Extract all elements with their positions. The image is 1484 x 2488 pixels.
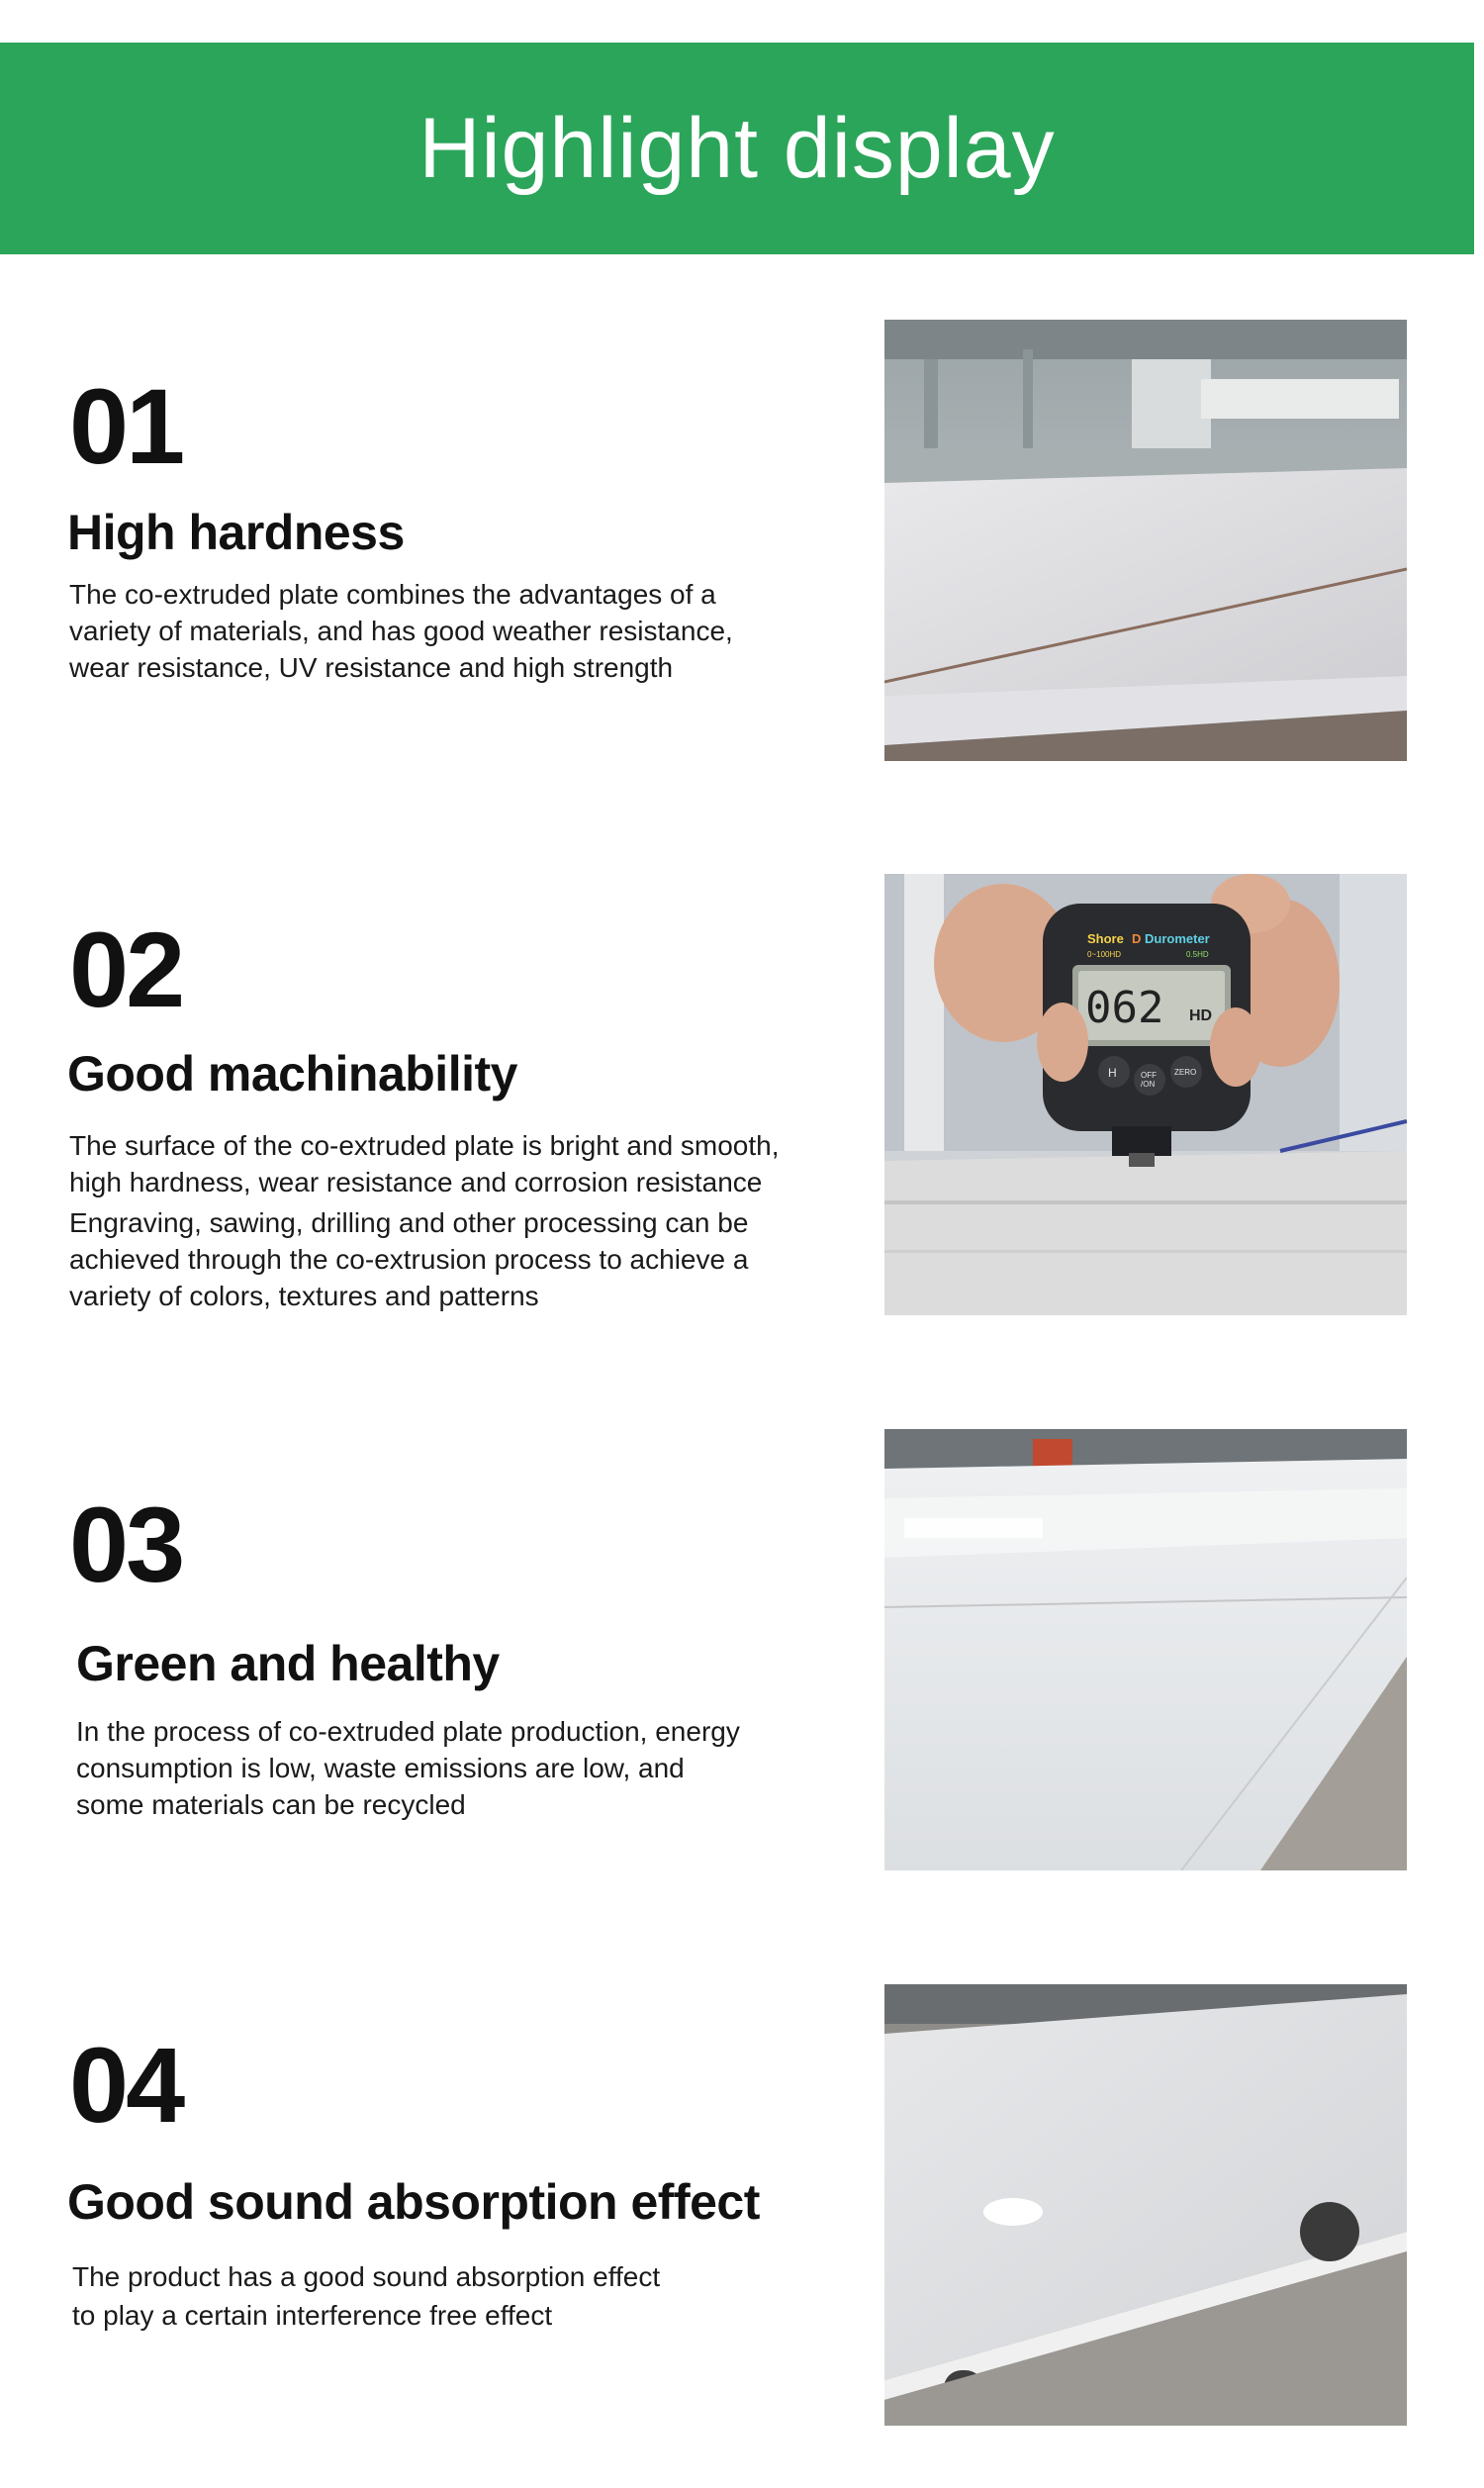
durometer-zero-button: ZERO xyxy=(1174,1068,1197,1077)
feature-description xyxy=(72,2257,834,2335)
feature-paragraph: Engraving, sawing, drilling and other processing can be achieved through the co-extrusion process to achieve a variety of colors, textures and patterns xyxy=(69,1207,749,1311)
header-banner xyxy=(0,43,1474,254)
feature-number: 02 xyxy=(69,909,183,1029)
feature-number: 01 xyxy=(69,366,183,486)
plate-on-rollers-photo xyxy=(884,1984,1407,2426)
feature-description xyxy=(69,576,831,686)
durometer-on-label: /ON xyxy=(1141,1080,1156,1089)
feature-paragraph: The surface of the co-extruded plate is bright and smooth, high hardness, wear resistance and corrosion resistance xyxy=(69,1130,780,1197)
feature-number: 04 xyxy=(69,2025,183,2145)
feature-title: Green and healthy xyxy=(76,1636,500,1691)
feature-paragraph: The co-extruded plate combines the advantages of a variety of materials, and has good weather resistance, wear resistance, UV resistance and high strength xyxy=(69,579,733,683)
durometer-resolution: 0.5HD xyxy=(1186,950,1209,959)
durometer-reading: 062 xyxy=(1085,983,1164,1033)
feature-title: Good sound absorption effect xyxy=(67,2174,760,2230)
durometer-name: Durometer xyxy=(1145,931,1210,946)
durometer-h-button: H xyxy=(1108,1066,1117,1080)
durometer-test-photo xyxy=(884,874,1407,1315)
feature-paragraph: In the process of co-extruded plate production, energy consumption is low, waste emissions are low, and some materials can be recycled xyxy=(76,1716,740,1820)
durometer-type: D xyxy=(1132,931,1142,946)
durometer-off-label: OFF xyxy=(1141,1071,1157,1080)
feature-number: 03 xyxy=(69,1484,183,1604)
durometer-unit: HD xyxy=(1189,1007,1213,1024)
feature-paragraph: The product has a good sound absorption effect to play a certain interference free effect xyxy=(72,2261,661,2331)
durometer-brand: Shore xyxy=(1087,931,1124,946)
feature-title: Good machinability xyxy=(67,1046,517,1101)
feature-description xyxy=(76,1713,838,1823)
feature-title: High hardness xyxy=(67,505,405,560)
feature-description xyxy=(69,1127,831,1314)
factory-white-plate-photo xyxy=(884,320,1407,761)
page-title: Highlight display xyxy=(418,100,1056,196)
durometer-range: 0~100HD xyxy=(1087,950,1122,959)
glossy-plate-photo xyxy=(884,1429,1407,1870)
